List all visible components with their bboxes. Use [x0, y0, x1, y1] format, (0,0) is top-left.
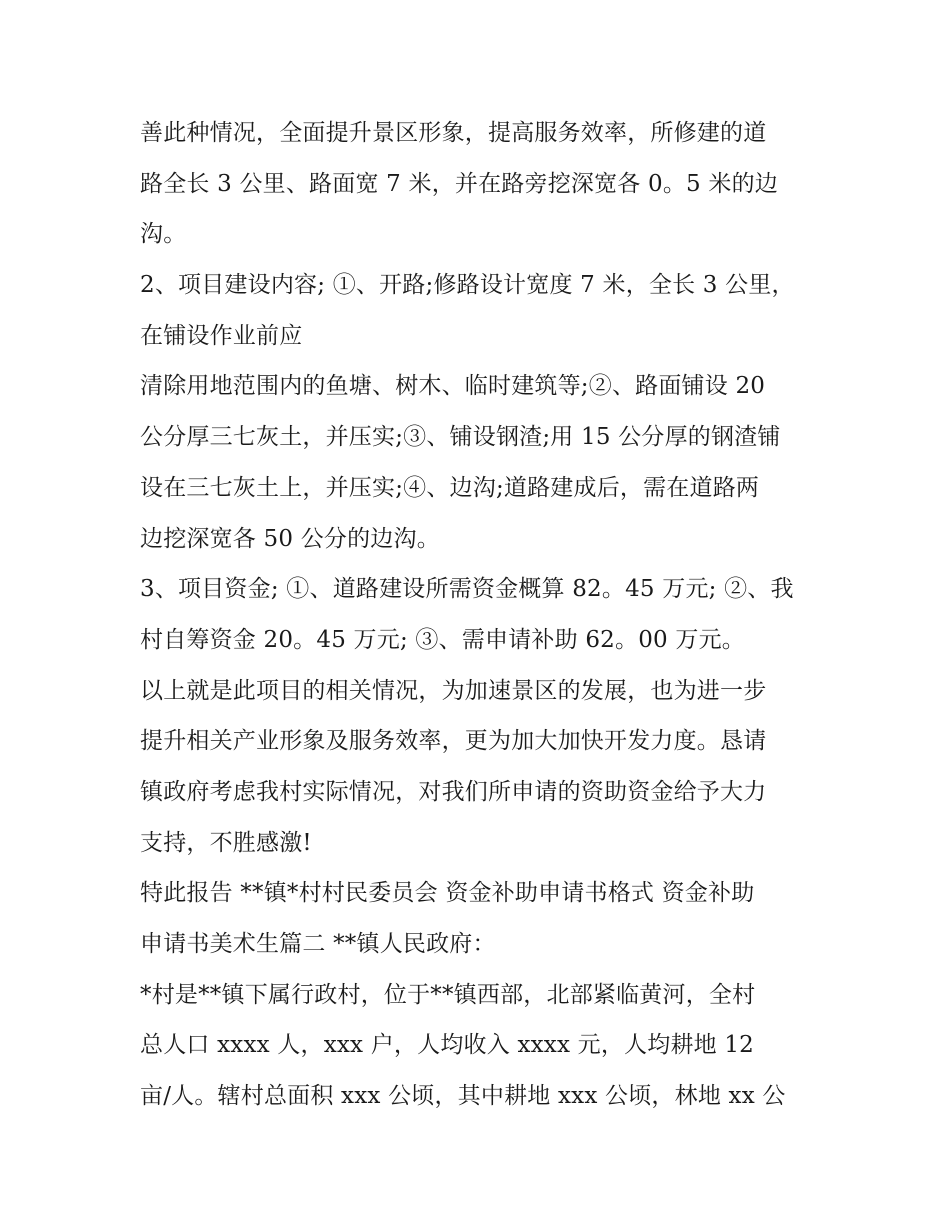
text-line: 村自筹资金 20。45 万元; ③、需申请补助 62。00 万元。 [140, 626, 745, 653]
document-body [140, 108, 820, 1122]
text-line: 在铺设作业前应 [140, 322, 303, 349]
text-line: 3、项目资金; ①、道路建设所需资金概算 82。45 万元; ②、我 [140, 576, 794, 603]
text-line: *村是**镇下属行政村，位于**镇西部，北部紧临黄河，全村 [140, 981, 756, 1008]
text-line: 设在三七灰土上，并压实;④、边沟;道路建成后，需在道路两 [140, 474, 760, 501]
text-line: 沟。 [140, 221, 187, 248]
text-line: 特此报告 **镇*村村民委员会 资金补助申请书格式 资金补助 [140, 880, 755, 907]
text-line: 亩/人。辖村总面积 xxx 公顷，其中耕地 xxx 公顷，林地 xx 公 [140, 1083, 786, 1110]
text-line: 提升相关产业形象及服务效率，更为加大加快开发力度。恳请 [140, 728, 767, 755]
text-line: 镇政府考虑我村实际情况，对我们所申请的资助资金给予大力 [140, 778, 767, 805]
text-line: 清除用地范围内的鱼塘、树木、临时建筑等;②、路面铺设 20 [140, 373, 766, 400]
text-line: 善此种情况，全面提升景区形象，提高服务效率，所修建的道 [140, 120, 767, 146]
text-line: 申请书美术生篇二 **镇人民政府： [140, 931, 496, 957]
text-line: 2、项目建设内容; ①、开路;修路设计宽度 7 米，全长 3 公里， [140, 272, 795, 299]
text-line: 边挖深宽各 50 公分的边沟。 [140, 525, 440, 552]
text-line: 路全长 3 公里、路面宽 7 米，并在路旁挖深宽各 0。5 米的边 [140, 170, 778, 197]
text-line: 支持，不胜感激! [140, 829, 312, 856]
text-line: 公分厚三七灰土，并压实;③、铺设钢渣;用 15 公分厚的钢渣铺 [140, 424, 781, 451]
text-line: 以上就是此项目的相关情况，为加速景区的发展，也为进一步 [140, 677, 767, 704]
text-line: 总人口 xxxx 人，xxx 户，人均收入 xxxx 元，人均耕地 12 [140, 1032, 755, 1059]
